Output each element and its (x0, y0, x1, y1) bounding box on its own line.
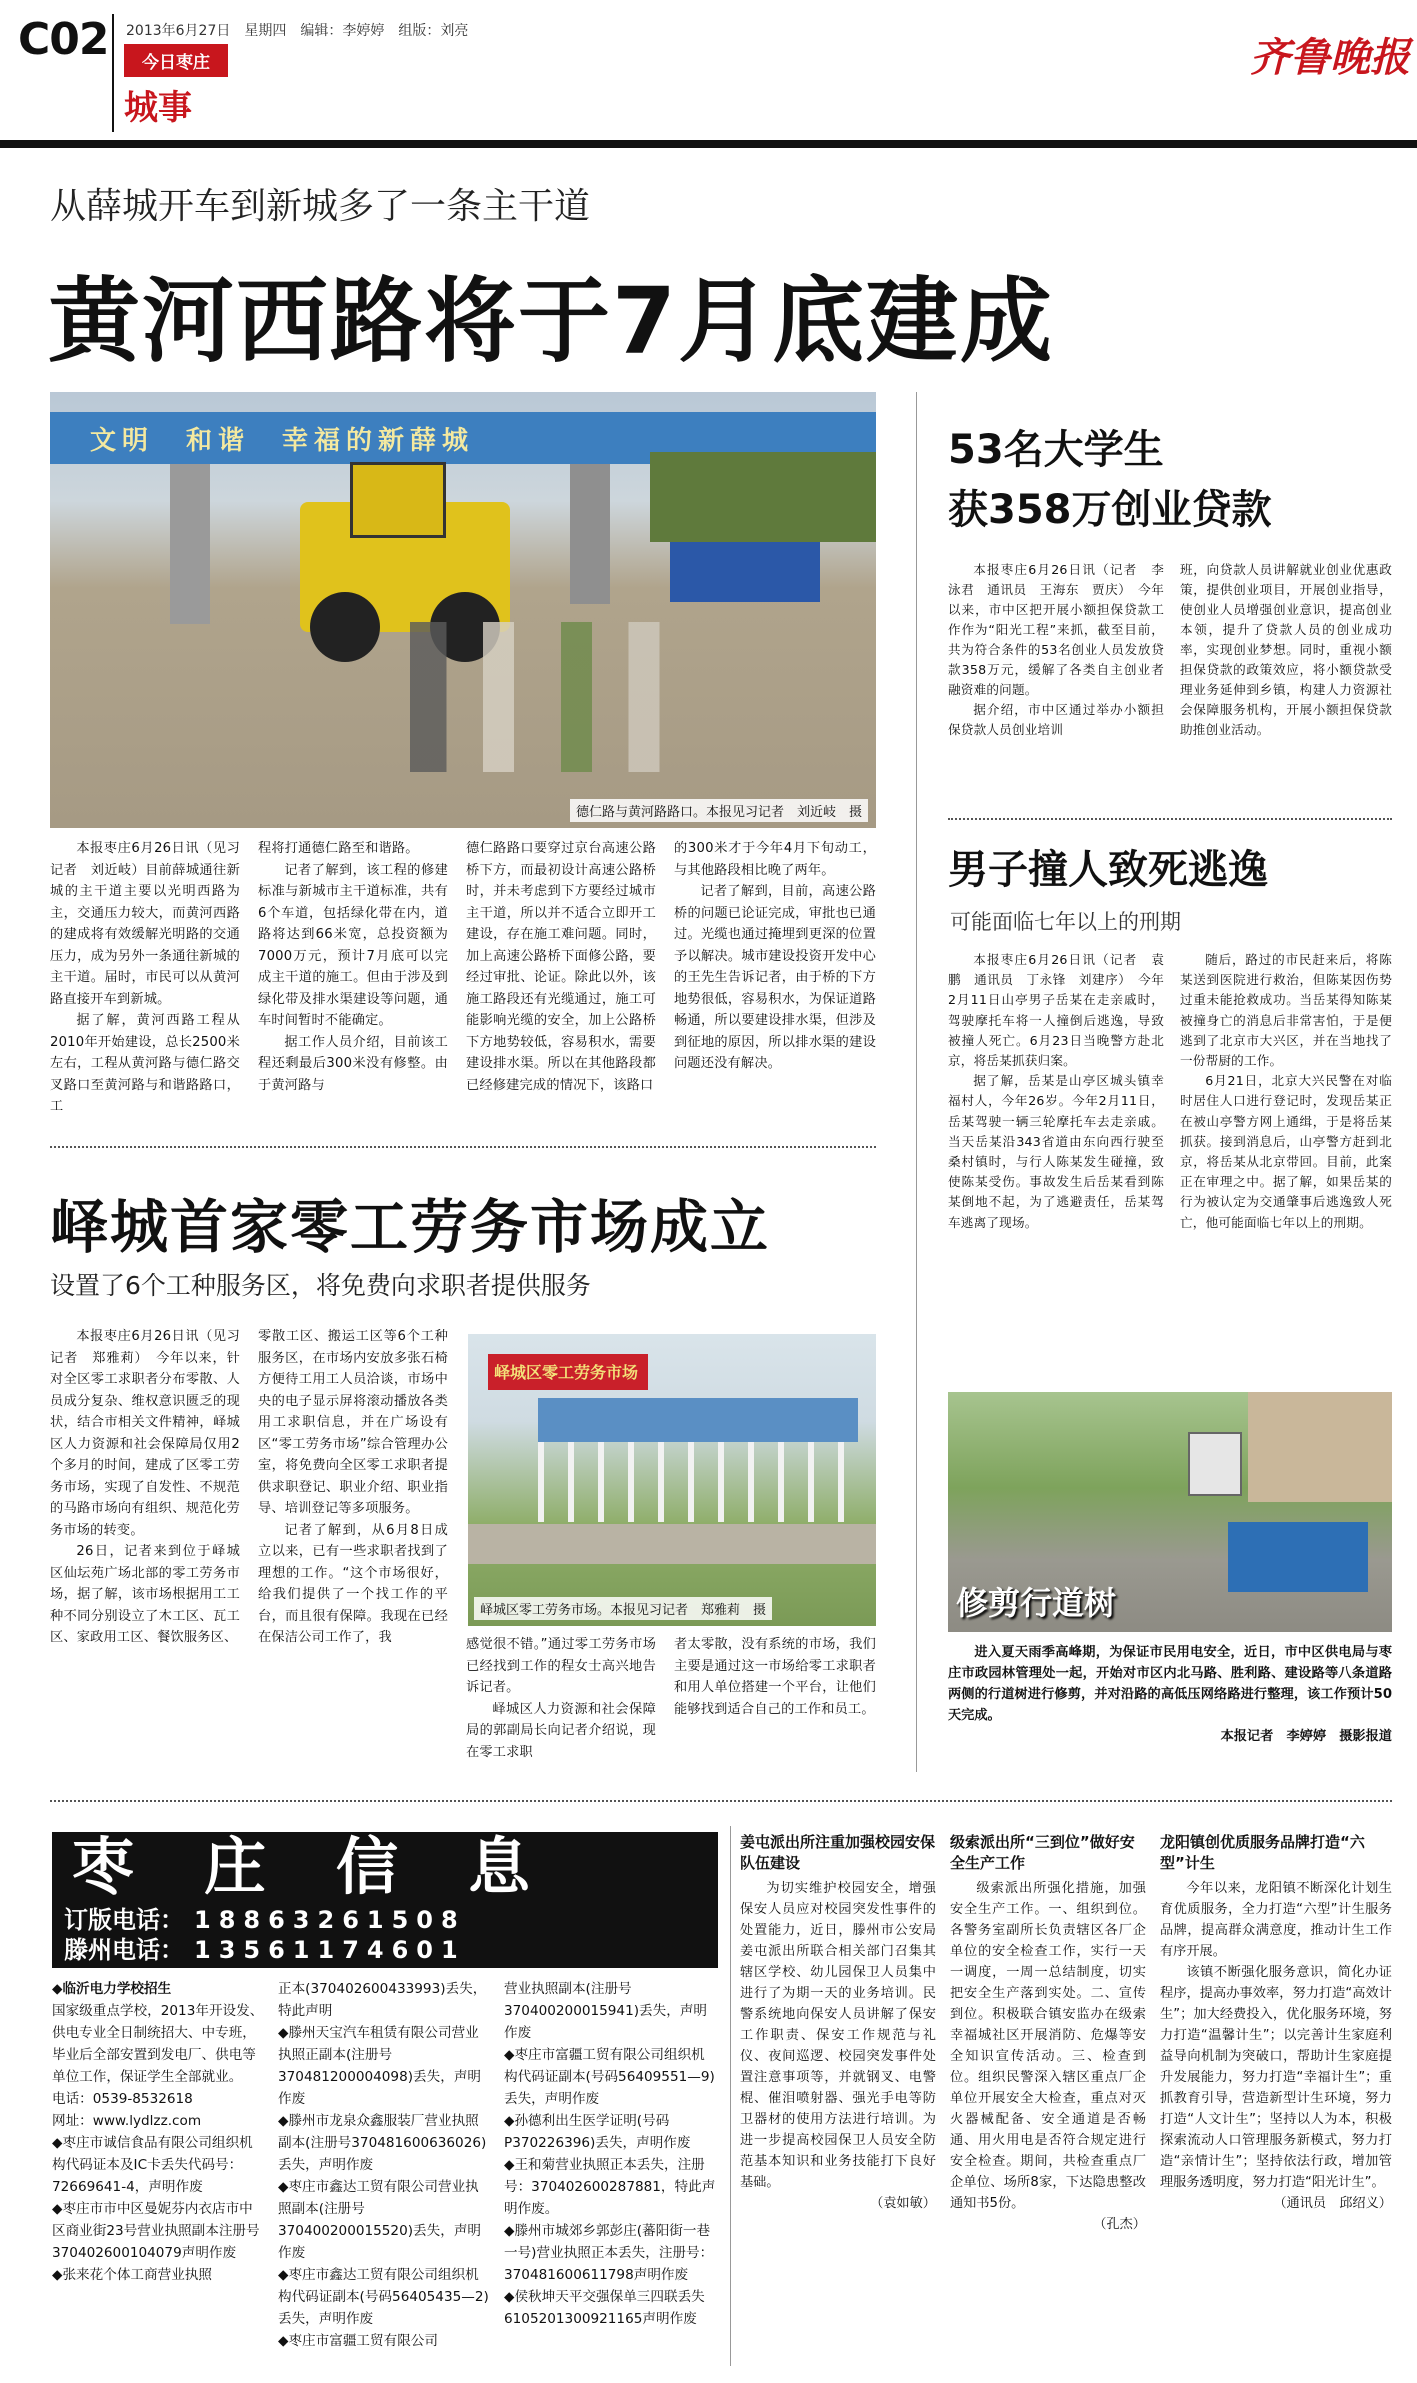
ad-phone-row-2 (64, 1936, 466, 1964)
paragraph: 记者了解到，该工程的修建标准与新城市主干道标准，共有6个车道，包括绿化带在内，道路将达到66米宽，总投资额为7000万元，预计7月底可以完成主干道的施工。但由于涉及到绿化带及排水渠建设等问题，通车时间暂时不能确定。 (258, 862, 448, 1028)
ad-item: ◆滕州天宝汽车租赁有限公司营业执照正副本(注册号370481200004098)丢失，声明作废 (278, 2025, 482, 2107)
masthead-meta: 2013年6月27日 星期四 编辑：李婷婷 组版：刘亮 (126, 23, 469, 39)
paragraph: 26日，记者来到位于峄城区仙坛苑广场北部的零工劳务市场，据了解，该市场根据用工工种不同分别设立了木工区、瓦工区、家政用工区、餐饮服务区、 (50, 1544, 240, 1645)
ad-item: 营业执照副本(注册号370400200015941)丢失，声明作废 (504, 1981, 708, 2041)
divider (948, 818, 1392, 820)
article-3-col-1 (948, 950, 1164, 1233)
paragraph: 的300米才于今年4月下旬动工，与其他路段相比晚了两年。 (674, 841, 876, 878)
article-5-photo-caption: 峄城区零工劳务市场。本报见习记者 郑雅莉 摄 (474, 1597, 772, 1620)
photo-trees (650, 452, 876, 542)
ad-item: ◆枣庄市鑫达工贸有限公司营业执照副本(注册号370400200015520)丢失，声明作废 (278, 2179, 482, 2261)
ad-phone-number: 18863261508 (194, 1906, 466, 1934)
divider (50, 1800, 1392, 1802)
article-1-kicker: 从薛城开车到新城多了一条主干道 (50, 186, 591, 227)
brief-1-headline: 姜屯派出所注重加强校园安保队伍建设 (740, 1833, 936, 1872)
photo-building (1248, 1392, 1392, 1502)
article-2-headline-2: 获358万创业贷款 (948, 487, 1272, 533)
ad-item: 国家级重点学校，2013年开设发、供电专业全日制统招大、中专班，毕业后全部安置到发电厂、供电等单位工作，保证学生全部就业。 (52, 2003, 264, 2085)
section-title: 城事 (124, 88, 192, 128)
ad-phone-label: 订版电话： (64, 1906, 184, 1934)
section-tag: 今日枣庄 (124, 44, 228, 77)
ad-item: ◆枣庄市鑫达工贸有限公司组织机构代码证副本(号码56405435—2)丢失，声明作废 (278, 2267, 489, 2327)
brief-3-headline: 龙阳镇创优质服务品牌打造“六型”计生 (1160, 1833, 1365, 1872)
photo-walkway (468, 1524, 876, 1564)
article-2-headline-1: 53名大学生 (948, 427, 1164, 473)
brief-2-headline: 级索派出所“三到位”做好安全生产工作 (950, 1833, 1135, 1872)
article-5-col-4 (674, 1634, 876, 1720)
paragraph: 据工作人员介绍，目前该工程还剩最后300米没有修整。由于黄河路与 (258, 1034, 448, 1093)
paragraph: 德仁路路口要穿过京台高速公路桥下方，而最初设计高速公路桥时，并未考虑到下方要经过城市主干道，所以并不适合立即开工建设，存在施工难问题。同时，加上高速公路桥下面修公路，要经过审批、论证。除此以外，该施工路段还有光缆通过，施工可能影响光缆的安全，加上公路桥下方地势较低，容易积水，需要建设排水渠。所以在其他路段都已经修建完成的情况下，该路口 (466, 841, 656, 1093)
brief-3 (1160, 1832, 1392, 2214)
photo-canopy (538, 1398, 858, 1442)
ad-col-3 (504, 1978, 718, 2330)
brief-3-body-1: 今年以来，龙阳镇不断深化计划生育优质服务，全力打造“六型”计生服务品牌，提高群众满意度，推动计生工作有序开展。 (1160, 1881, 1392, 1959)
photo-banner-text: 文明 和谐 幸福的新薛城 (90, 426, 475, 456)
article-5-subhead: 设置了6个工种服务区，将免费向求职者提供服务 (50, 1271, 591, 1300)
article-5-photo-sign: 峄城区零工劳务市场 (494, 1363, 639, 1382)
article-4-photo (948, 1392, 1392, 1632)
masthead (0, 0, 1417, 150)
ad-item: ◆枣庄市诚信食品有限公司组织机构代码证本及IC卡丢失代码号：72669641-4，声明作废 (52, 2135, 253, 2195)
brief-1 (740, 1832, 936, 2214)
paragraph: 据了解，岳某是山亭区城头镇幸福村人，今年26岁。今年2月11日，岳某驾驶一辆三轮摩托车去走亲戚。当天岳某沿343省道由东向西行驶至桑村镇时，与行人陈某发生碰撞，致使陈某受伤。事故发生后岳某看到陈某倒地不起，为了逃避责任，岳某驾车逃离了现场。 (948, 1073, 1164, 1230)
article-4-caption (948, 1642, 1392, 1747)
ad-item: ◆王和菊营业执照正本丢失，注册号：370402600287881，特此声明作废。 (504, 2157, 716, 2217)
ad-item: 正本(370402600433993)丢失，特此声明 (278, 1981, 487, 2019)
ad-phone-number: 13561174601 (194, 1936, 466, 1964)
photo-loader-cab (350, 462, 446, 538)
paragraph: 峄城区人力资源和社会保障局的郭副局长向记者介绍说，现在零工求职 (466, 1701, 656, 1760)
ad-item: ◆滕州市龙泉众鑫服装厂营业执照副本(注册号370481600636026)丢失，声明作废 (278, 2113, 487, 2173)
article-1-photo (50, 392, 876, 828)
ad-item: ◆枣庄市富疆工贸有限公司组织机构代码证副本(号码56409551—9)丢失，声明作废 (504, 2047, 715, 2107)
article-5-col-2 (258, 1326, 448, 1649)
paragraph: 据了解，黄河西路工程从2010年开始建设，总长2500米左右，工程从黄河路与德仁路交叉路口至黄河路与和谐路路口，工 (50, 1013, 240, 1114)
article-4-photo-title: 修剪行道树 (956, 1584, 1117, 1622)
article-2-col-2 (1180, 560, 1392, 740)
ad-col-2 (278, 1978, 492, 2352)
article-3-headline: 男子撞人致死逃逸 (948, 847, 1268, 893)
photo-bridge-pillars-2 (570, 464, 610, 604)
paragraph: 感觉很不错。”通过零工劳务市场已经找到工作的程女士高兴地告诉记者。 (466, 1637, 656, 1695)
photo-bucket (1188, 1432, 1242, 1496)
article-1-headline: 黄河西路将于7月底建成 (48, 268, 1055, 375)
article-5-photo (468, 1334, 876, 1626)
photo-truck (670, 542, 820, 602)
ad-item: 电话：0539-8532618 (52, 2091, 193, 2107)
ad-item: ◆枣庄市富疆工贸有限公司 (278, 2333, 438, 2349)
article-5-headline: 峄城首家零工劳务市场成立 (50, 1193, 771, 1261)
paragraph: 程将打通德仁路至和谐路。 (258, 841, 419, 856)
photo-bridge-pillars (170, 464, 210, 624)
paragraph: 记者了解到，目前，高速公路桥的问题已论证完成，审批也已通过。光缆也通过掩埋到更深的位置予以解决。城市建设投资开发中心的王先生告诉记者，由于桥的下方地势很低，容易积水，为保证道路畅通，所以要建设排水渠，但涉及到征地的原因，所以排水渠的建设问题还没有解决。 (674, 884, 876, 1071)
paragraph: 零散工区、搬运工区等6个工种服务区，在市场内安放多张石椅方便待工用工人员洽谈，市场中央的电子显示屏将滚动播放各类用工求职信息，并在广场设有区“零工劳务市场”综合管理办公室，将免费向全区零工求职者提供求职登记、职业介绍、职业指导、培训登记等多项服务。 (258, 1329, 448, 1516)
ad-item: ◆滕州市城郊乡郭彭庄(蕃阳街一巷一号)营业执照正本丢失，注册号：370481600611798声明作废 (504, 2223, 714, 2283)
paragraph: 班，向贷款人员讲解就业创业优惠政策，提供创业项目，开展创业指导，使创业人员增强创业意识，提高创业本领，提升了贷款人员的创业成功率，实现创业梦想。同时，重视小额担保贷款的政策效应，将小额贷款受理业务延伸到乡镇，构建人力资源社会保障服务机构，开展小额担保贷款助推创业活动。 (1180, 562, 1392, 737)
brief-1-credit: （袁如敏） (870, 2196, 936, 2211)
paragraph: 者太零散，没有系统的市场，我们主要是通过这一市场给零工求职者和用人单位搭建一个平台，让他们能够找到适合自己的工作和员工。 (674, 1637, 876, 1717)
ad-item: ◆张来花个体工商营业执照 (52, 2267, 212, 2283)
paragraph: 据介绍，市中区通过举办小额担保贷款人员创业培训 (948, 702, 1164, 737)
brief-3-body-2: 该镇不断强化服务意识，简化办证程序，提高办事效率，努力打造“高效计生”；加大经费投入，优化服务环境，努力打造“温馨计生”；以完善计生家庭利益导向机制为突破口，帮助计生家庭提升发展能力，努力打造“幸福计生”；重抓教育引导，营造新型计生环境，努力打造“人文计生”；坚持以人为本，积极探索流动人口管理服务新模式，努力打造“亲情计生”；坚持依法行政，增加管理服务透明度，努力打造“阳光计生”。 (1160, 1965, 1392, 2190)
masthead-divider (112, 14, 114, 132)
photo-workers (410, 622, 670, 772)
ad-banner (52, 1832, 718, 1968)
paragraph: 记者了解到，从6月8日成立以来，已有一些求职者找到了理想的工作。“这个市场很好，给我们提供了一个找工作的平台，而且很有保障。我现在已经在保洁公司工作了，我 (258, 1522, 448, 1645)
ad-item: ◆临沂电力学校招生 (52, 1981, 172, 1997)
ad-title: 枣庄信息 (72, 1830, 601, 1903)
article-1-photo-caption: 德仁路与黄河路路口。本报见习记者 刘近岐 摄 (570, 799, 868, 822)
article-2-col-1 (948, 560, 1164, 740)
brief-2-credit: （孔杰） (1093, 2217, 1146, 2232)
article-1-col-3 (466, 838, 656, 1096)
ad-phone-row-1 (64, 1906, 466, 1934)
article-1-col-2 (258, 838, 448, 1096)
caption-credit: 本报记者 李婷婷 摄影报道 (1220, 1729, 1392, 1744)
photo-pillars (538, 1442, 858, 1522)
ad-col-1 (52, 1978, 266, 2286)
paragraph: 本报枣庄6月26日讯（记者 李泳君 通讯员 王海东 贾庆） 今年以来，市中区把开展小额担保贷款工作作为“阳光工程”来抓，截至目前，共为符合条件的53名创业人员发放贷款358万元，缓解了各类自主创业者融资难的问题。 (948, 562, 1164, 697)
article-3-subhead: 可能面临七年以上的刑期 (950, 910, 1181, 934)
paragraph: 本报枣庄6月26日讯（记者 袁鹏 通讯员 丁永锋 刘建序） 今年2月11日山亭男子岳某在走亲戚时，驾驶摩托车将一人撞倒后逃逸，导致被撞人死亡。6月23日当晚警方赴北京，将岳某抓获归案。 (948, 952, 1164, 1069)
paragraph: 随后，路过的市民赶来后，将陈某送到医院进行救治，但陈某因伤势过重未能抢救成功。当岳某得知陈某被撞身亡的消息后非常害怕，于是便逃到了北京市大兴区，并在当地找了一份帮厨的工作。 (1180, 952, 1392, 1069)
brief-2-body: 级索派出所强化措施，加强安全生产工作。一、组织到位。各警务室副所长负责辖区各厂企单位的安全检查工作，实行一天一调度，一周一总结制度，切实把安全生产落到实处。二、宣传到位。积极联合镇安监办在级索幸福城社区开展消防、危爆等安全知识宣传活动。三、检查到位。组织民警深入辖区重点厂企单位开展安全大检查，重点对灭火器械配备、安全通道是否畅通、用火用电是否符合规定进行安全检查。期间，共检查重点厂企单位、场所8家，下达隐患整改通知书5份。 (950, 1881, 1146, 2211)
masthead-rule (0, 140, 1417, 148)
ad-item: ◆枣庄市市中区曼妮芬内衣店市中区商业街23号营业执照副本注册号370402600104079声明作废 (52, 2201, 260, 2261)
divider (50, 1146, 876, 1148)
caption-text: 进入夏天雨季高峰期，为保证市民用电安全，近日，市中区供电局与枣庄市政园林管理处一起，开始对市区内北马路、胜利路、建设路等八条道路两侧的行道树进行修剪，并对沿路的高低压网络路进行整理，该工作预计50天完成。 (948, 1645, 1392, 1723)
ad-phone-label: 滕州电话： (64, 1936, 184, 1964)
article-5-col-1 (50, 1326, 240, 1649)
article-1-col-4 (674, 838, 876, 1075)
ad-item: ◆侯秋坤天平交强保单三四联丢失6105201300921165声明作废 (504, 2289, 705, 2327)
bottom-vertical-divider (730, 1826, 731, 2366)
article-5-col-3 (466, 1634, 656, 1763)
brief-2 (950, 1832, 1146, 2235)
newspaper-logo: 齐鲁晚报 (1250, 34, 1410, 81)
brief-3-credit: （通讯员 邱绍义） (1273, 2196, 1392, 2211)
ad-item: 网址：www.lydlzz.com (52, 2113, 202, 2129)
photo-loader-wheel (310, 592, 380, 662)
article-3-col-2 (1180, 950, 1392, 1233)
ad-item: ◆孙德利出生医学证明(号码P370226396)丢失，声明作废 (504, 2113, 691, 2151)
page-number: C02 (18, 14, 109, 65)
brief-1-body: 为切实维护校园安全，增强保安人员应对校园突发性事件的处置能力，近日，滕州市公安局姜屯派出所联合相关部门召集其辖区学校、幼儿园保卫人员集中进行了为期一天的业务培训。民警系统地向保安人员讲解了保安工作职责、保安工作规范与礼仪、夜间巡逻、校园突发事件处置注意事项等，并就钢叉、电警棍、催泪喷射器、强光手电等防卫器材的使用方法进行培训。为进一步提高校园保卫人员安全防范基本知识和业务技能打下良好基础。 (740, 1881, 936, 2190)
vertical-divider (916, 392, 917, 1772)
photo-crane-truck (1228, 1522, 1368, 1592)
article-1-col-1 (50, 838, 240, 1118)
paragraph: 6月21日，北京大兴民警在对临时居住人口进行登记时，发现岳某正在被山亭警方网上通缉，于是将岳某抓获。接到消息后，山亭警方赶到北京，将岳某从北京带回。目前，此案正在审理之中。据了解，如果岳某的行为被认定为交通肇事后逃逸致人死亡，他可能面临七年以上的刑期。 (1180, 1073, 1392, 1230)
paragraph: 本报枣庄6月26日讯（见习记者 郑雅莉） 今年以来，针对全区零工求职者分布零散、人员成分复杂、维权意识匮乏的现状，结合市相关文件精神，峄城区人力资源和社会保障局仅用2个多月的时间，建成了区零工劳务市场，实现了自发性、不规范的马路市场向有组织、规范化劳务市场的转变。 (50, 1329, 240, 1538)
paragraph: 本报枣庄6月26日讯（见习记者 刘近岐）目前薛城通往新城的主干道主要以光明西路为主，交通压力较大，而黄河西路的建成将有效缓解光明路的交通压力，成为另外一条通往新城的主干道。届时，市民可以从黄河路直接开车到新城。 (50, 841, 240, 1007)
